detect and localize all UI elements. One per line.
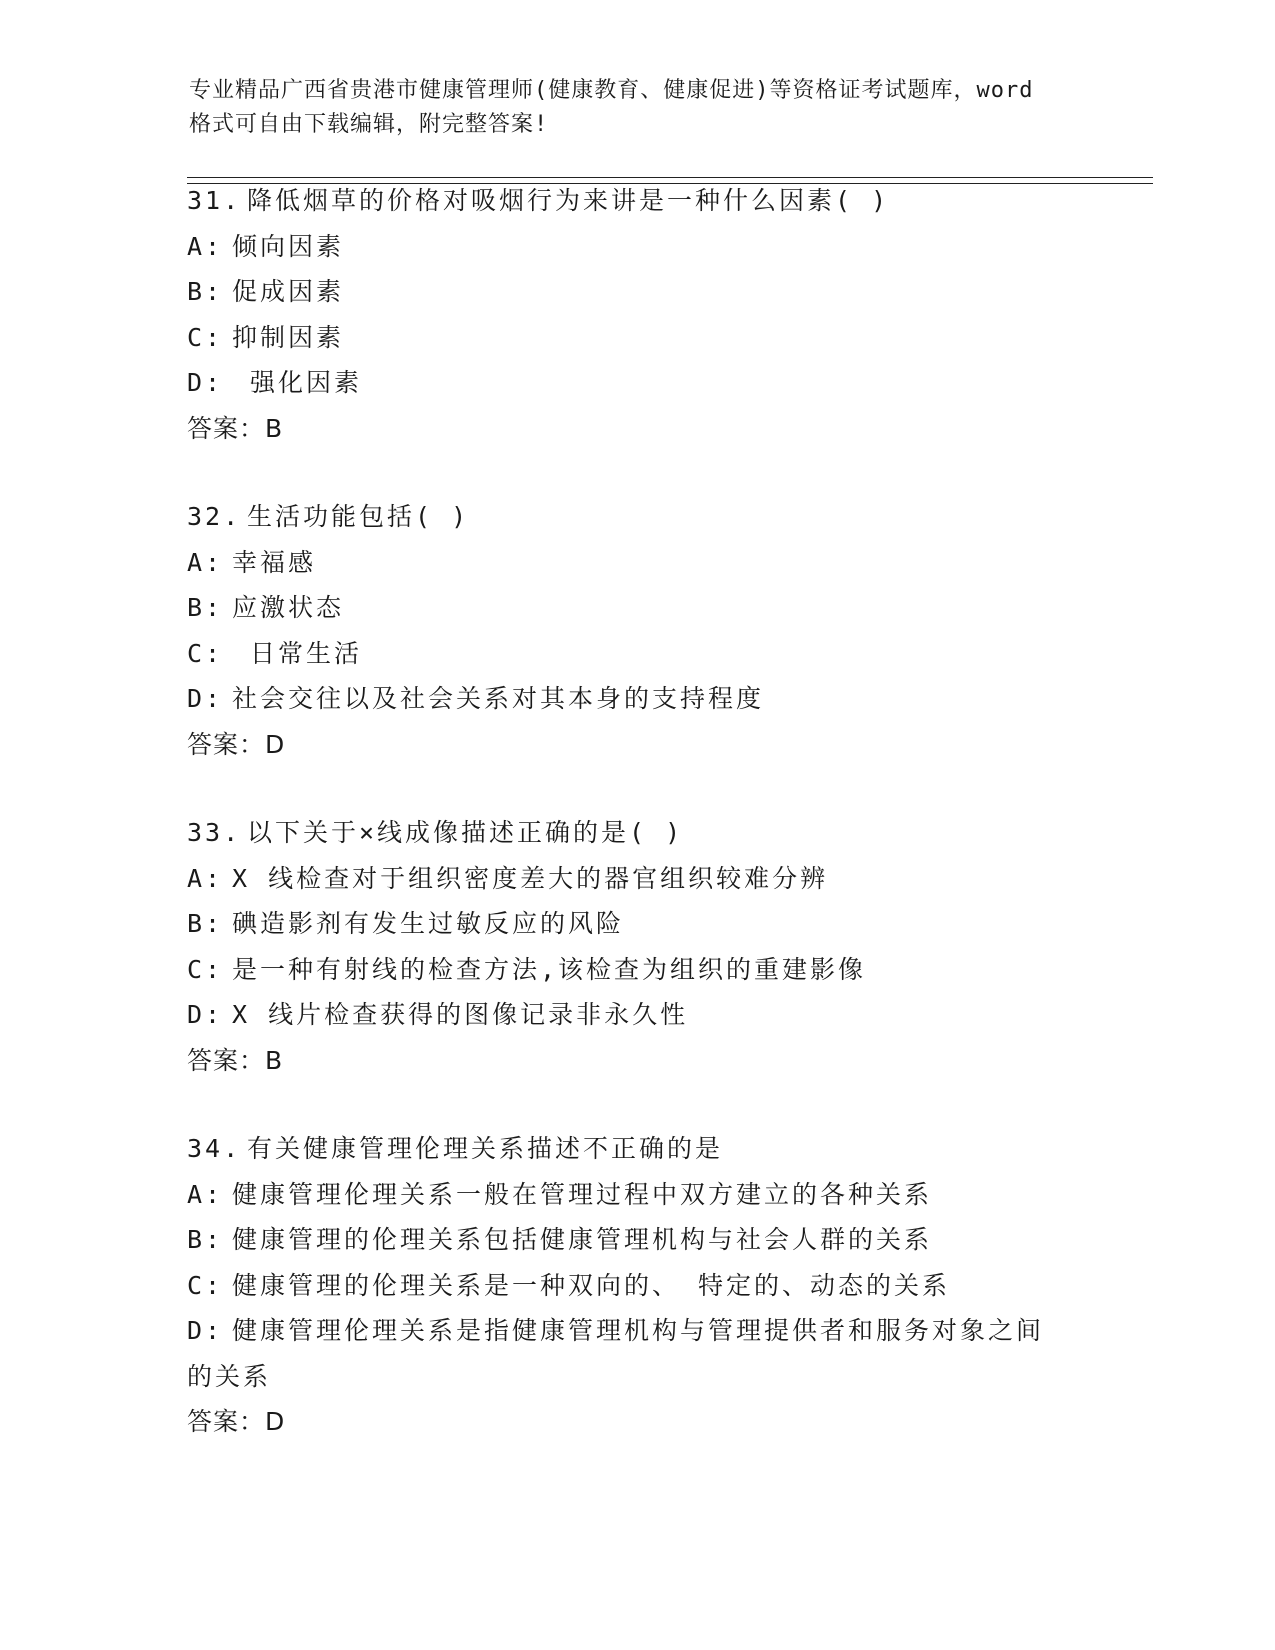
option-c bbox=[187, 1263, 1087, 1309]
option-key: D: bbox=[187, 1316, 224, 1345]
option-d-continuation: 的关系 bbox=[187, 1361, 272, 1391]
question-text: 以下关于×线成像描述正确的是( ) bbox=[247, 818, 684, 847]
document-header bbox=[189, 74, 1089, 142]
option-text: 健康管理的伦理关系包括健康管理机构与社会人群的关系 bbox=[232, 1225, 933, 1254]
question-text: 降低烟草的价格对吸烟行为来讲是一种什么因素( ) bbox=[247, 186, 890, 215]
option-a bbox=[187, 856, 1087, 902]
question-stem bbox=[187, 494, 1087, 540]
option-key: C: bbox=[187, 1270, 224, 1300]
option-b bbox=[187, 269, 1087, 315]
option-text: 促成因素 bbox=[232, 277, 345, 306]
option-text: X 线片检查获得的图像记录非永久性 bbox=[232, 1000, 689, 1029]
option-key: B: bbox=[187, 909, 224, 938]
option-key: D: bbox=[187, 684, 224, 713]
option-key: A: bbox=[187, 231, 224, 261]
option-text: 是一种有射线的检查方法,该检查为组织的重建影像 bbox=[232, 954, 867, 984]
question-32 bbox=[187, 494, 1087, 767]
option-a bbox=[187, 224, 1087, 270]
option-key: B: bbox=[187, 593, 224, 622]
option-key: A: bbox=[187, 547, 224, 577]
option-text: 社会交往以及社会关系对其本身的支持程度 bbox=[232, 684, 765, 713]
option-text: 健康管理伦理关系是指健康管理机构与管理提供者和服务对象之间 bbox=[232, 1316, 1045, 1345]
question-number: 31. bbox=[187, 186, 242, 215]
option-b bbox=[187, 1217, 1087, 1263]
option-text: 幸福感 bbox=[232, 547, 317, 577]
question-number: 32. bbox=[187, 502, 242, 531]
answer-line: 答案：B bbox=[187, 1045, 284, 1075]
option-text: 应激状态 bbox=[232, 593, 345, 622]
question-number: 34. bbox=[187, 1134, 242, 1163]
answer-line: 答案：D bbox=[187, 1407, 286, 1436]
option-c bbox=[187, 631, 1087, 677]
option-text: 强化因素 bbox=[232, 368, 363, 397]
option-key: C: bbox=[187, 954, 224, 984]
option-key: C: bbox=[187, 322, 224, 352]
option-b bbox=[187, 585, 1087, 631]
option-key: A: bbox=[187, 863, 224, 893]
option-key: A: bbox=[187, 1179, 224, 1209]
question-stem bbox=[187, 1126, 1087, 1172]
option-a bbox=[187, 1172, 1087, 1218]
option-key: C: bbox=[187, 638, 224, 668]
option-text: X 线检查对于组织密度差大的器官组织较难分辨 bbox=[232, 863, 829, 893]
header-line-1: 专业精品广西省贵港市健康管理师(健康教育、健康促进)等资格证考试题库，word bbox=[189, 78, 1034, 103]
option-d bbox=[187, 1308, 1087, 1354]
option-key: D: bbox=[187, 1000, 224, 1029]
option-text: 碘造影剂有发生过敏反应的风险 bbox=[232, 909, 625, 938]
option-b bbox=[187, 901, 1087, 947]
option-key: D: bbox=[187, 368, 224, 397]
option-c bbox=[187, 947, 1087, 993]
option-d bbox=[187, 676, 1087, 722]
option-c bbox=[187, 315, 1087, 361]
option-key: B: bbox=[187, 277, 224, 306]
answer-line: 答案：B bbox=[187, 413, 284, 443]
question-stem bbox=[187, 810, 1087, 856]
question-stem bbox=[187, 178, 1087, 224]
option-key: B: bbox=[187, 1225, 224, 1254]
question-text: 生活功能包括( ) bbox=[247, 502, 470, 531]
question-33 bbox=[187, 810, 1087, 1083]
question-number: 33. bbox=[187, 818, 242, 847]
option-text: 健康管理伦理关系一般在管理过程中双方建立的各种关系 bbox=[232, 1179, 933, 1209]
question-text: 有关健康管理伦理关系描述不正确的是 bbox=[247, 1134, 724, 1163]
answer-line: 答案：D bbox=[187, 729, 286, 759]
option-text: 倾向因素 bbox=[232, 231, 345, 261]
option-d bbox=[187, 360, 1087, 406]
option-a bbox=[187, 540, 1087, 586]
question-31 bbox=[187, 178, 1087, 451]
option-text: 健康管理的伦理关系是一种双向的、 特定的、动态的关系 bbox=[232, 1270, 951, 1300]
option-text: 抑制因素 bbox=[232, 322, 345, 352]
option-text: 日常生活 bbox=[232, 638, 363, 668]
option-d bbox=[187, 992, 1087, 1038]
question-34 bbox=[187, 1126, 1087, 1445]
header-line-2: 格式可自由下载编辑，附完整答案! bbox=[189, 112, 549, 137]
